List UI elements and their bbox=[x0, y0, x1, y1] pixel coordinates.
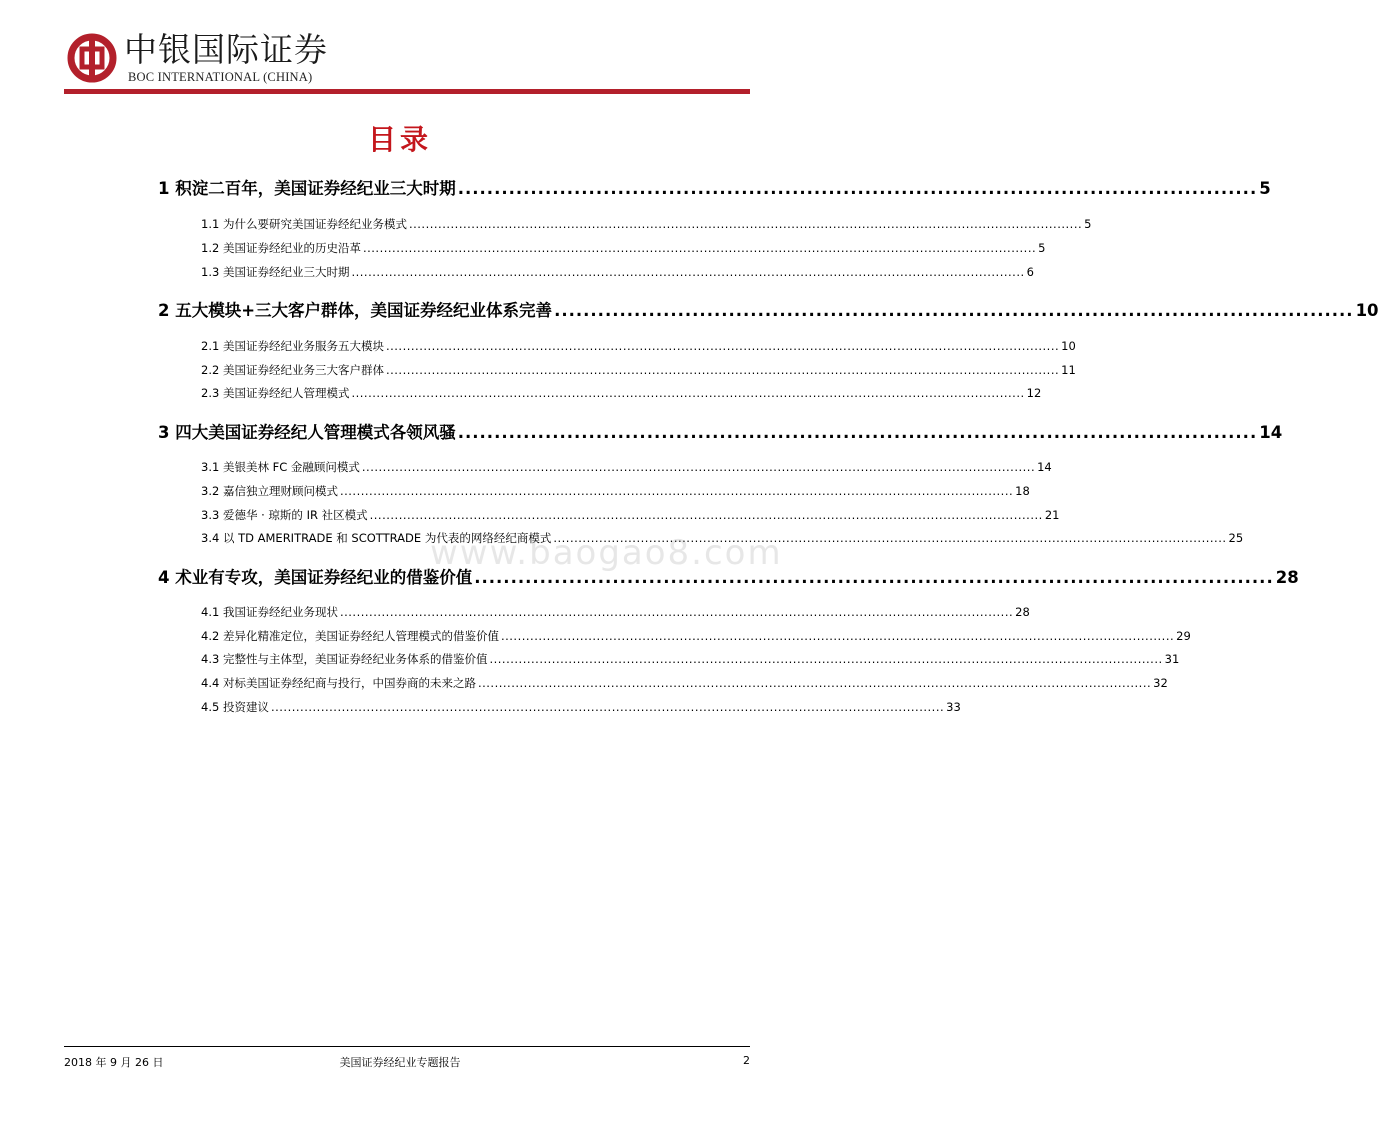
toc-page-number: 29 bbox=[1176, 629, 1191, 643]
toc-item-4-5[interactable] bbox=[201, 699, 961, 715]
toc-item-label: 1.3 美国证券经纪业三大时期 bbox=[201, 265, 350, 279]
toc-item-2-1[interactable] bbox=[201, 338, 1076, 354]
dot-leader: .............................................................................................................. bbox=[554, 301, 1354, 320]
toc-section-label: 2 五大模块+三大客户群体，美国证券经纪业体系完善 bbox=[158, 301, 553, 320]
toc-item-label: 3.3 爱德华 · 琼斯的 IR 社区模式 bbox=[201, 508, 368, 522]
dot-leader: .................................................................................................................................................................. bbox=[351, 265, 1025, 279]
toc-item-label: 3.4 以 TD AMERITRADE 和 SCOTTRADE 为代表的网络经纪商模式 bbox=[201, 531, 552, 545]
toc-page-number: 25 bbox=[1228, 531, 1244, 545]
footer-divider bbox=[64, 1046, 750, 1047]
toc-page-number: 10 bbox=[1061, 339, 1076, 353]
watermark: www.baogao8.com bbox=[430, 533, 783, 573]
brand-name-chinese: 中银国际证券 bbox=[124, 30, 328, 69]
toc-section-2[interactable] bbox=[158, 297, 1379, 321]
toc-item-1-2[interactable] bbox=[201, 240, 1046, 256]
toc-item-label: 2.1 美国证券经纪业务服务五大模块 bbox=[201, 339, 384, 353]
toc-page-number: 14 bbox=[1259, 423, 1283, 442]
toc-item-label: 1.1 为什么要研究美国证券经纪业务模式 bbox=[201, 217, 407, 231]
toc-section-3[interactable] bbox=[158, 419, 1283, 443]
dot-leader: .................................................................................................................................................................. bbox=[351, 386, 1025, 400]
toc-section-label: 4 术业有专攻，美国证券经纪业的借鉴价值 bbox=[158, 568, 473, 587]
toc-item-label: 1.2 美国证券经纪业的历史沿革 bbox=[201, 241, 361, 255]
toc-page-number: 5 bbox=[1259, 179, 1271, 198]
toc-page-number: 33 bbox=[946, 700, 961, 714]
toc-item-1-3[interactable] bbox=[201, 264, 1034, 280]
footer-page-number: 2 bbox=[743, 1054, 750, 1067]
toc-item-label: 4.1 我国证券经纪业务现状 bbox=[201, 605, 338, 619]
dot-leader: .................................................................................................................................................................. bbox=[408, 217, 1083, 231]
toc-page-number: 5 bbox=[1038, 241, 1046, 255]
toc-page-number: 28 bbox=[1275, 568, 1299, 587]
toc-item-2-3[interactable] bbox=[201, 385, 1042, 401]
toc-page-number: 28 bbox=[1015, 605, 1030, 619]
toc-page-number: 5 bbox=[1084, 217, 1092, 231]
toc-item-1-1[interactable] bbox=[201, 216, 1092, 232]
toc-item-3-3[interactable] bbox=[201, 507, 1060, 523]
dot-leader: .................................................................................................................................................................. bbox=[361, 460, 1036, 474]
toc-item-label: 4.2 差异化精准定位，美国证券经纪人管理模式的借鉴价值 bbox=[201, 629, 499, 643]
toc-page-number: 14 bbox=[1037, 460, 1052, 474]
toc-item-label: 3.2 嘉信独立理财顾问模式 bbox=[201, 484, 338, 498]
toc-page-number: 31 bbox=[1164, 652, 1180, 666]
toc-item-label: 2.3 美国证券经纪人管理模式 bbox=[201, 386, 350, 400]
dot-leader: .............................................................................................................. bbox=[474, 568, 1274, 587]
dot-leader: .................................................................................................................................................................. bbox=[339, 605, 1014, 619]
toc-page-number: 18 bbox=[1015, 484, 1030, 498]
brand-name-english: BOC INTERNATIONAL (CHINA) bbox=[128, 70, 313, 84]
toc-item-4-2[interactable] bbox=[201, 628, 1191, 644]
toc-title: 目录 bbox=[367, 123, 432, 156]
toc-item-2-2[interactable] bbox=[201, 362, 1076, 378]
dot-leader: .................................................................................................................................................................. bbox=[500, 629, 1175, 643]
toc-page-number: 10 bbox=[1355, 301, 1379, 320]
dot-leader: .................................................................................................................................................................. bbox=[362, 241, 1037, 255]
toc-item-3-1[interactable] bbox=[201, 459, 1052, 475]
toc-section-1[interactable] bbox=[158, 175, 1271, 199]
dot-leader: .................................................................................................................................................................. bbox=[369, 508, 1043, 522]
toc-item-label: 2.2 美国证券经纪业务三大客户群体 bbox=[201, 363, 384, 377]
dot-leader: .................................................................................................................................................................. bbox=[385, 339, 1060, 353]
toc-page-number: 12 bbox=[1026, 386, 1042, 400]
toc-page-number: 32 bbox=[1153, 676, 1168, 690]
dot-leader: .................................................................................................................................................................. bbox=[339, 484, 1014, 498]
dot-leader: .................................................................................................................................................................. bbox=[477, 676, 1152, 690]
dot-leader: .................................................................................................................................................................. bbox=[385, 363, 1060, 377]
toc-page-number: 21 bbox=[1044, 508, 1060, 522]
toc-item-label: 4.4 对标美国证券经纪商与投行，中国券商的未来之路 bbox=[201, 676, 476, 690]
toc-item-4-3[interactable] bbox=[201, 651, 1180, 667]
toc-item-label: 3.1 美银美林 FC 金融顾问模式 bbox=[201, 460, 360, 474]
dot-leader: .............................................................................................................. bbox=[457, 423, 1258, 442]
toc-item-4-1[interactable] bbox=[201, 604, 1030, 620]
toc-item-label: 4.5 投资建议 bbox=[201, 700, 269, 714]
dot-leader: .................................................................................................................................................................. bbox=[553, 531, 1227, 545]
dot-leader: .................................................................................................................................................................. bbox=[270, 700, 945, 714]
dot-leader: .............................................................................................................. bbox=[457, 179, 1258, 198]
toc-item-4-4[interactable] bbox=[201, 675, 1168, 691]
footer-report-title: 美国证券经纪业专题报告 bbox=[339, 1056, 461, 1069]
dot-leader: .................................................................................................................................................................. bbox=[489, 652, 1163, 666]
toc-item-3-2[interactable] bbox=[201, 483, 1030, 499]
toc-section-label: 3 四大美国证券经纪人管理模式各领风骚 bbox=[158, 423, 456, 442]
toc-item-label: 4.3 完整性与主体型，美国证券经纪业务体系的借鉴价值 bbox=[201, 652, 488, 666]
toc-page-number: 11 bbox=[1061, 363, 1076, 377]
toc-section-label: 1 积淀二百年，美国证券经纪业三大时期 bbox=[158, 179, 456, 198]
footer-date: 2018 年 9 月 26 日 bbox=[64, 1056, 164, 1069]
toc-page-number: 6 bbox=[1026, 265, 1034, 279]
